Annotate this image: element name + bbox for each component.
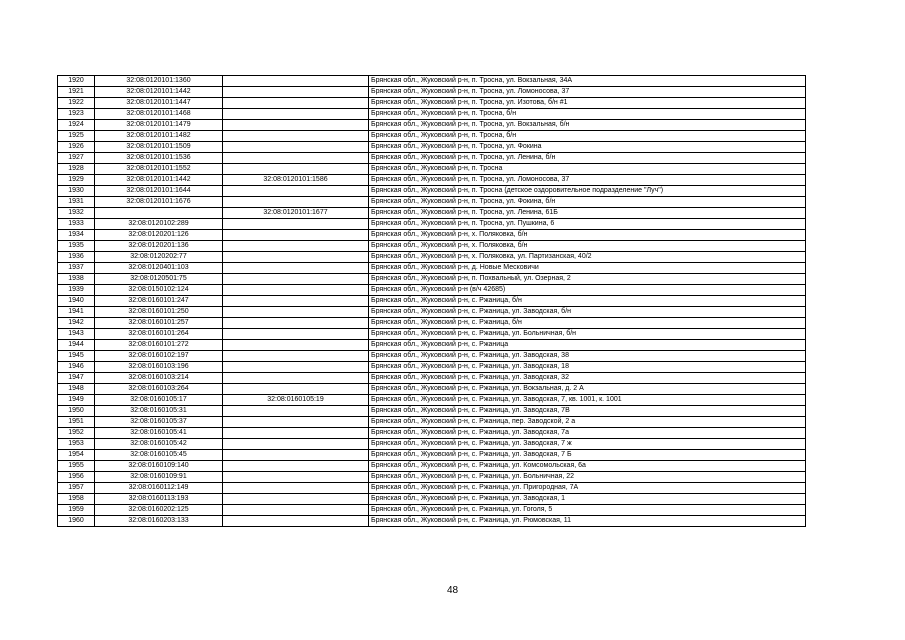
row-number-cell: 1922 xyxy=(58,98,95,109)
cadastral-number-cell: 32:08:0160105:37 xyxy=(95,417,223,428)
table-row xyxy=(58,428,806,439)
table-row xyxy=(58,98,806,109)
parent-cadastral-cell xyxy=(223,351,369,362)
parent-cadastral-cell xyxy=(223,373,369,384)
address-cell: Брянская обл., Жуковский р-н, п. Тросна, ул. Фокина xyxy=(369,142,806,153)
table-row xyxy=(58,219,806,230)
parent-cadastral-cell xyxy=(223,164,369,175)
parent-cadastral-cell xyxy=(223,406,369,417)
parent-cadastral-cell xyxy=(223,296,369,307)
cadastral-number-cell: 32:08:0160103:264 xyxy=(95,384,223,395)
parent-cadastral-cell xyxy=(223,153,369,164)
address-cell: Брянская обл., Жуковский р-н, с. Ржаница, ул. Заводская, 7 ж xyxy=(369,439,806,450)
address-cell: Брянская обл., Жуковский р-н, с. Ржаница, ул. Больничная, б/н xyxy=(369,329,806,340)
address-cell: Брянская обл., Жуковский р-н, с. Ржаница, б/н xyxy=(369,296,806,307)
cadastral-number-cell: 32:08:0120101:1509 xyxy=(95,142,223,153)
parent-cadastral-cell xyxy=(223,241,369,252)
cadastral-number-cell: 32:08:0120102:289 xyxy=(95,219,223,230)
table-row xyxy=(58,340,806,351)
table-row xyxy=(58,329,806,340)
parent-cadastral-cell xyxy=(223,263,369,274)
table-row xyxy=(58,373,806,384)
parent-cadastral-cell: 32:08:0160105:19 xyxy=(223,395,369,406)
parent-cadastral-cell xyxy=(223,439,369,450)
row-number-cell: 1929 xyxy=(58,175,95,186)
cadastral-number-cell: 32:08:0120201:126 xyxy=(95,230,223,241)
table-row xyxy=(58,296,806,307)
cadastral-number-cell: 32:08:0120101:1482 xyxy=(95,131,223,142)
cadastral-number-cell: 32:08:0160202:125 xyxy=(95,505,223,516)
address-cell: Брянская обл., Жуковский р-н, п. Тросна, ул. Фокина, б/н xyxy=(369,197,806,208)
row-number-cell: 1938 xyxy=(58,274,95,285)
registry-table xyxy=(57,75,806,527)
parent-cadastral-cell xyxy=(223,329,369,340)
row-number-cell: 1930 xyxy=(58,186,95,197)
cadastral-number-cell: 32:08:0120202:77 xyxy=(95,252,223,263)
row-number-cell: 1928 xyxy=(58,164,95,175)
parent-cadastral-cell xyxy=(223,274,369,285)
table-row xyxy=(58,153,806,164)
cadastral-number-cell: 32:08:0120101:1536 xyxy=(95,153,223,164)
table-row xyxy=(58,87,806,98)
parent-cadastral-cell xyxy=(223,417,369,428)
row-number-cell: 1936 xyxy=(58,252,95,263)
table-row xyxy=(58,208,806,219)
table-row xyxy=(58,406,806,417)
parent-cadastral-cell xyxy=(223,505,369,516)
cadastral-number-cell: 32:08:0120101:1468 xyxy=(95,109,223,120)
cadastral-number-cell: 32:08:0160102:197 xyxy=(95,351,223,362)
row-number-cell: 1933 xyxy=(58,219,95,230)
address-cell: Брянская обл., Жуковский р-н, п. Тросна, ул. Пушкина, 6 xyxy=(369,219,806,230)
cadastral-number-cell: 32:08:0120101:1676 xyxy=(95,197,223,208)
table-row xyxy=(58,461,806,472)
address-cell: Брянская обл., Жуковский р-н, с. Ржаница, ул. Заводская, 32 xyxy=(369,373,806,384)
parent-cadastral-cell xyxy=(223,307,369,318)
row-number-cell: 1924 xyxy=(58,120,95,131)
cadastral-number-cell: 32:08:0160101:257 xyxy=(95,318,223,329)
cadastral-number-cell xyxy=(95,208,223,219)
address-cell: Брянская обл., Жуковский р-н, п. Похвальный, ул. Озерная, 2 xyxy=(369,274,806,285)
address-cell: Брянская обл., Жуковский р-н, п. Тросна, б/н xyxy=(369,109,806,120)
row-number-cell: 1951 xyxy=(58,417,95,428)
row-number-cell: 1923 xyxy=(58,109,95,120)
row-number-cell: 1925 xyxy=(58,131,95,142)
parent-cadastral-cell xyxy=(223,131,369,142)
table-row xyxy=(58,450,806,461)
parent-cadastral-cell xyxy=(223,461,369,472)
row-number-cell: 1932 xyxy=(58,208,95,219)
row-number-cell: 1943 xyxy=(58,329,95,340)
parent-cadastral-cell xyxy=(223,318,369,329)
row-number-cell: 1954 xyxy=(58,450,95,461)
cadastral-number-cell: 32:08:0160103:214 xyxy=(95,373,223,384)
table-row xyxy=(58,318,806,329)
table-row xyxy=(58,351,806,362)
cadastral-number-cell: 32:08:0160103:196 xyxy=(95,362,223,373)
address-cell: Брянская обл., Жуковский р-н, с. Ржаница, б/н xyxy=(369,318,806,329)
cadastral-number-cell: 32:08:0120101:1644 xyxy=(95,186,223,197)
row-number-cell: 1952 xyxy=(58,428,95,439)
cadastral-number-cell: 32:08:0160101:264 xyxy=(95,329,223,340)
address-cell: Брянская обл., Жуковский р-н, п. Тросна, ул. Ленина, 61Б xyxy=(369,208,806,219)
cadastral-number-cell: 32:08:0160113:193 xyxy=(95,494,223,505)
cadastral-number-cell: 32:08:0120101:1442 xyxy=(95,87,223,98)
parent-cadastral-cell xyxy=(223,230,369,241)
cadastral-number-cell: 32:08:0160101:250 xyxy=(95,307,223,318)
parent-cadastral-cell xyxy=(223,384,369,395)
parent-cadastral-cell xyxy=(223,483,369,494)
cadastral-number-cell: 32:08:0120501:75 xyxy=(95,274,223,285)
table-row xyxy=(58,384,806,395)
parent-cadastral-cell xyxy=(223,197,369,208)
table-row xyxy=(58,285,806,296)
parent-cadastral-cell xyxy=(223,516,369,527)
parent-cadastral-cell xyxy=(223,285,369,296)
address-cell: Брянская обл., Жуковский р-н, с. Ржаница, ул. Заводская, 18 xyxy=(369,362,806,373)
parent-cadastral-cell xyxy=(223,472,369,483)
table-row xyxy=(58,120,806,131)
address-cell: Брянская обл., Жуковский р-н, п. Тросна, ул. Вокзальная, 34А xyxy=(369,76,806,87)
table-row xyxy=(58,494,806,505)
address-cell: Брянская обл., Жуковский р-н, с. Ржаница, ул. Комсомольская, 6а xyxy=(369,461,806,472)
cadastral-number-cell: 32:08:0160105:42 xyxy=(95,439,223,450)
address-cell: Брянская обл., Жуковский р-н, п. Тросна, б/н xyxy=(369,131,806,142)
address-cell: Брянская обл., Жуковский р-н, п. Тросна, ул. Изотова, б/н #1 xyxy=(369,98,806,109)
parent-cadastral-cell xyxy=(223,219,369,230)
table-row xyxy=(58,175,806,186)
address-cell: Брянская обл., Жуковский р-н, п. Тросна, ул. Ломоносова, 37 xyxy=(369,87,806,98)
row-number-cell: 1953 xyxy=(58,439,95,450)
cadastral-number-cell: 32:08:0120201:136 xyxy=(95,241,223,252)
cadastral-number-cell: 32:08:0120101:1479 xyxy=(95,120,223,131)
address-cell: Брянская обл., Жуковский р-н, с. Ржаница, ул. Рюмовская, 11 xyxy=(369,516,806,527)
cadastral-number-cell: 32:08:0160105:41 xyxy=(95,428,223,439)
table-row xyxy=(58,417,806,428)
cadastral-number-cell: 32:08:0160109:91 xyxy=(95,472,223,483)
address-cell: Брянская обл., Жуковский р-н, с. Ржаница, ул. Пригородная, 7А xyxy=(369,483,806,494)
table-row xyxy=(58,252,806,263)
address-cell: Брянская обл., Жуковский р-н, х. Поляковка, б/н xyxy=(369,230,806,241)
table-row xyxy=(58,186,806,197)
parent-cadastral-cell xyxy=(223,109,369,120)
cadastral-number-cell: 32:08:0160112:149 xyxy=(95,483,223,494)
table-row xyxy=(58,164,806,175)
table-row xyxy=(58,230,806,241)
row-number-cell: 1935 xyxy=(58,241,95,252)
address-cell: Брянская обл., Жуковский р-н, п. Тросна, ул. Ленина, б/н xyxy=(369,153,806,164)
row-number-cell: 1948 xyxy=(58,384,95,395)
cadastral-number-cell: 32:08:0160203:133 xyxy=(95,516,223,527)
table-row xyxy=(58,483,806,494)
parent-cadastral-cell xyxy=(223,120,369,131)
table-row xyxy=(58,76,806,87)
table-row xyxy=(58,439,806,450)
parent-cadastral-cell xyxy=(223,428,369,439)
table-row xyxy=(58,274,806,285)
row-number-cell: 1960 xyxy=(58,516,95,527)
row-number-cell: 1959 xyxy=(58,505,95,516)
parent-cadastral-cell xyxy=(223,98,369,109)
address-cell: Брянская обл., Жуковский р-н, с. Ржаница, ул. Гоголя, 5 xyxy=(369,505,806,516)
row-number-cell: 1937 xyxy=(58,263,95,274)
row-number-cell: 1945 xyxy=(58,351,95,362)
table-row xyxy=(58,472,806,483)
row-number-cell: 1955 xyxy=(58,461,95,472)
parent-cadastral-cell xyxy=(223,142,369,153)
row-number-cell: 1944 xyxy=(58,340,95,351)
table-row xyxy=(58,516,806,527)
page-number: 48 xyxy=(446,585,459,596)
table-row xyxy=(58,109,806,120)
parent-cadastral-cell xyxy=(223,362,369,373)
address-cell: Брянская обл., Жуковский р-н, с. Ржаница, ул. Заводская, 1 xyxy=(369,494,806,505)
table-row xyxy=(58,395,806,406)
row-number-cell: 1958 xyxy=(58,494,95,505)
address-cell: Брянская обл., Жуковский р-н, с. Ржаница xyxy=(369,340,806,351)
cadastral-number-cell: 32:08:0120101:1442 xyxy=(95,175,223,186)
address-cell: Брянская обл., Жуковский р-н, х. Поляковка, ул. Партизанская, 40/2 xyxy=(369,252,806,263)
row-number-cell: 1931 xyxy=(58,197,95,208)
parent-cadastral-cell xyxy=(223,76,369,87)
parent-cadastral-cell: 32:08:0120101:1677 xyxy=(223,208,369,219)
row-number-cell: 1956 xyxy=(58,472,95,483)
address-cell: Брянская обл., Жуковский р-н, с. Ржаница, ул. Заводская, б/н xyxy=(369,307,806,318)
address-cell: Брянская обл., Жуковский р-н, с. Ржаница, ул. Заводская, 38 xyxy=(369,351,806,362)
cadastral-number-cell: 32:08:0120101:1552 xyxy=(95,164,223,175)
row-number-cell: 1946 xyxy=(58,362,95,373)
registry-table-body xyxy=(58,76,806,527)
row-number-cell: 1957 xyxy=(58,483,95,494)
parent-cadastral-cell xyxy=(223,252,369,263)
address-cell: Брянская обл., Жуковский р-н, с. Ржаница, ул. Заводская, 7а xyxy=(369,428,806,439)
address-cell: Брянская обл., Жуковский р-н, п. Тросна, ул. Вокзальная, б/н xyxy=(369,120,806,131)
cadastral-number-cell: 32:08:0150102:124 xyxy=(95,285,223,296)
row-number-cell: 1947 xyxy=(58,373,95,384)
cadastral-number-cell: 32:08:0160101:272 xyxy=(95,340,223,351)
table-row xyxy=(58,362,806,373)
cadastral-number-cell: 32:08:0120101:1360 xyxy=(95,76,223,87)
address-cell: Брянская обл., Жуковский р-н, х. Поляковка, б/н xyxy=(369,241,806,252)
parent-cadastral-cell xyxy=(223,340,369,351)
address-cell: Брянская обл., Жуковский р-н, с. Ржаница, пер. Заводской, 2 а xyxy=(369,417,806,428)
cadastral-number-cell: 32:08:0160109:140 xyxy=(95,461,223,472)
cadastral-number-cell: 32:08:0120101:1447 xyxy=(95,98,223,109)
address-cell: Брянская обл., Жуковский р-н, п. Тросна (детское оздоровительное подразделение "Луч") xyxy=(369,186,806,197)
cadastral-number-cell: 32:08:0120401:103 xyxy=(95,263,223,274)
row-number-cell: 1926 xyxy=(58,142,95,153)
cadastral-number-cell: 32:08:0160105:45 xyxy=(95,450,223,461)
table-row xyxy=(58,197,806,208)
row-number-cell: 1939 xyxy=(58,285,95,296)
row-number-cell: 1940 xyxy=(58,296,95,307)
table-row xyxy=(58,263,806,274)
row-number-cell: 1934 xyxy=(58,230,95,241)
address-cell: Брянская обл., Жуковский р-н, с. Ржаница, ул. Заводская, 7 Б xyxy=(369,450,806,461)
address-cell: Брянская обл., Жуковский р-н (в/ч 42685) xyxy=(369,285,806,296)
row-number-cell: 1942 xyxy=(58,318,95,329)
address-cell: Брянская обл., Жуковский р-н, п. Тросна xyxy=(369,164,806,175)
parent-cadastral-cell xyxy=(223,450,369,461)
table-row xyxy=(58,142,806,153)
table-row xyxy=(58,505,806,516)
parent-cadastral-cell: 32:08:0120101:1586 xyxy=(223,175,369,186)
row-number-cell: 1927 xyxy=(58,153,95,164)
address-cell: Брянская обл., Жуковский р-н, п. Тросна, ул. Ломоносова, 37 xyxy=(369,175,806,186)
address-cell: Брянская обл., Жуковский р-н, с. Ржаница, ул. Заводская, 7, кв. 1001, к. 1001 xyxy=(369,395,806,406)
row-number-cell: 1941 xyxy=(58,307,95,318)
row-number-cell: 1949 xyxy=(58,395,95,406)
parent-cadastral-cell xyxy=(223,494,369,505)
table-row xyxy=(58,131,806,142)
address-cell: Брянская обл., Жуковский р-н, с. Ржаница, ул. Заводская, 7В xyxy=(369,406,806,417)
address-cell: Брянская обл., Жуковский р-н, с. Ржаница, ул. Больничная, 22 xyxy=(369,472,806,483)
cadastral-number-cell: 32:08:0160105:31 xyxy=(95,406,223,417)
parent-cadastral-cell xyxy=(223,87,369,98)
row-number-cell: 1950 xyxy=(58,406,95,417)
table-row xyxy=(58,241,806,252)
address-cell: Брянская обл., Жуковский р-н, д. Новые Месковичи xyxy=(369,263,806,274)
table-row xyxy=(58,307,806,318)
parent-cadastral-cell xyxy=(223,186,369,197)
row-number-cell: 1921 xyxy=(58,87,95,98)
cadastral-number-cell: 32:08:0160105:17 xyxy=(95,395,223,406)
cadastral-number-cell: 32:08:0160101:247 xyxy=(95,296,223,307)
address-cell: Брянская обл., Жуковский р-н, с. Ржаница, ул. Вокзальная, д. 2 А xyxy=(369,384,806,395)
row-number-cell: 1920 xyxy=(58,76,95,87)
